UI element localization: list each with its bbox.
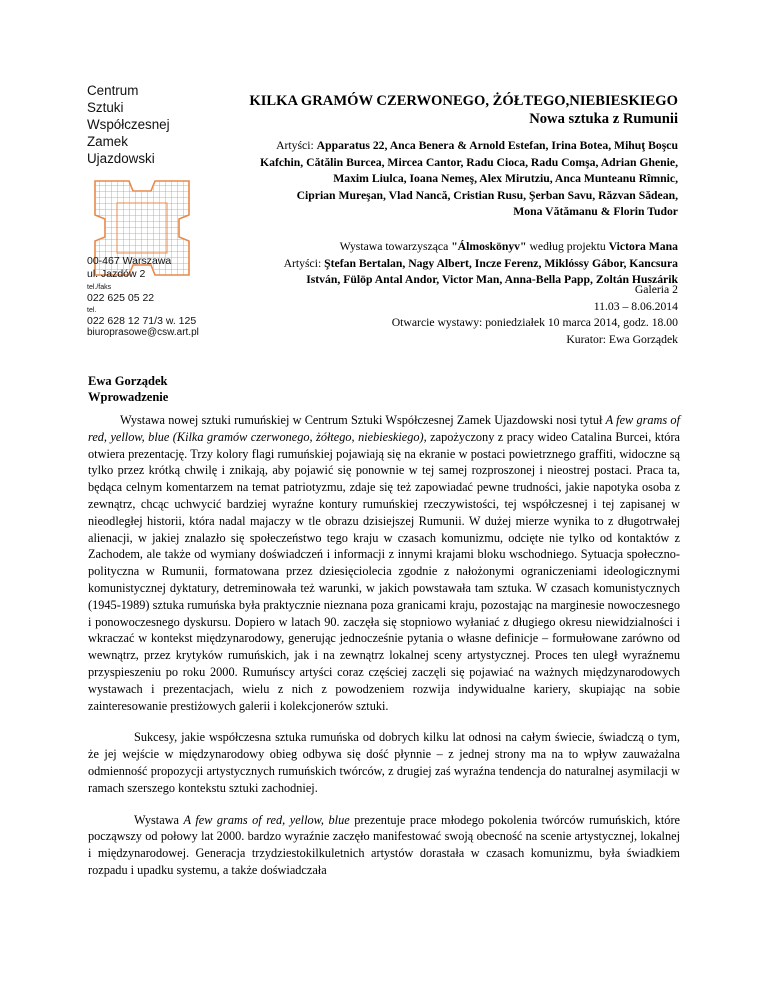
- paragraph: [88, 812, 680, 879]
- article-body: [88, 412, 680, 894]
- tel-number: 022 628 12 71/3 w. 125: [87, 314, 197, 327]
- paragraph: [88, 412, 680, 714]
- companion-middle: według projektu: [526, 240, 609, 253]
- companion-curator: Victora Mana: [608, 240, 678, 253]
- artists-line: Kafchin, Cătălin Burcea, Mircea Cantor, Radu Cioca, Radu Comşa, Adrian Ghenie,: [260, 155, 678, 169]
- p1-title-italic: A few grams of red, yellow, blue (Kilka gramów czerwonego, żółtego, niebieskiego),: [88, 413, 680, 444]
- tel-label: tel.: [87, 306, 97, 314]
- press-email: biuroprasowe@csw.art.pl: [87, 327, 199, 338]
- companion-artists-line: Ştefan Bertalan, Nagy Albert, Incze Ferenz, Miklóssy Gábor, Kancsura: [324, 256, 678, 270]
- artists-line: Mona Vătămanu & Florin Tudor: [513, 205, 678, 219]
- telfax-label: tel./faks: [87, 284, 112, 291]
- paragraph: Sukcesy, jakie współczesna sztuka rumuńska od dobrych kilku lat odnosi na całym świecie, świadczą o tym, że jej wejście w międzynarodowy obieg odbywa się dość płynnie – z jednej strony ma na to wpływ zauważalna odmienność propozycji artystycznych rumuńskich twórców, z drugiej zaś wyraźna tendencja do naturalnej asymilacji w ramach szerszego kontekstu sztuki zachodniej.: [88, 730, 680, 795]
- companion-artists-label: Artyści:: [283, 256, 325, 270]
- telfax-number: 022 625 05 22: [87, 292, 155, 304]
- opening-time: Otwarcie wystawy: poniedziałek 10 marca 2014, godz. 18.00: [391, 316, 678, 330]
- companion-artists-line: István, Fülöp Antal Andor, Victor Man, Anna-Bella Papp, Zoltán Huszárik: [306, 273, 678, 287]
- gallery-name: Galeria 2: [634, 283, 678, 296]
- p1-text-b: zapożyczony z pracy wideo Catalina Burcei, która otwiera prezentację. Trzy kolory flagi rumuńskiej pojawiają się na ekranie w postaci powietrznego graffiti, widoczne są tylko przez krótką chwilę i znikają, aby pojawić się ponownie w tej samej rozproszonej i nieostrej postaci. Praca ta, będąca celnym komentarzem na temat patriotyzmu, zdaje się też zapowiadać pewne trudności, jakie napotyka osoba z zewnątrz, chcąc uchwycić bardziej wyraźne kontury rumuńskiej rzeczywistości, tej współczesnej i tej zapisanej w nieodległej historii, która nadal majaczy w tle obrazu dzisiejszej Rumunii. W dużej mierze wynika to z długotrwałej alienacji, w jakiej znalazło się społeczeństwo tego kraju w czasach komunizmu, odcięte nie tylko od kontaktów z Zachodem, ale także od wymiany doświadczeń i informacji z innymi krajami bloku wschodniego. Sytuacja społeczno-polityczna w Rumunii, formatowana przez dziesięciolecia zgodnie z nałożonymi ograniczeniami ideologicznymi komunistycznej dyktatury, detreminowała też warunki, w jakich powstawała tam sztuka. W czasach komunistycznych (1945-1989) sztuka rumuńska była praktycznie nieznana poza granicami kraju, pozostając na marginesie nowoczesnego i ponowoczesnego dyskursu. Dopiero w latach 90. zaczęła się stopniowo wyłaniać z długiego okresu niewidzialności i wkraczać w kontekst międzynarodowy, generując jednocześnie pytania o własne definicje – formułowane zarówno od wewnątrz, przez krytyków rumuńskich, jak i na zewnątrz lokalnej sceny artystycznej. Proces ten uległ wyraźnemu przyspieszeniu po roku 2000. Rumuńscy artyści coraz częściej zaczęli się pojawiać na ważnych międzynarodowych wystawach i prezentacjach, wielu z nich z powodzeniem rozwija indywidualne kariery, skupiając na sobie zainteresowanie prestiżowych galerii i kolekcjonerów sztuki.: [88, 429, 680, 713]
- curator-credit: Kurator: Ewa Gorządek: [566, 332, 678, 346]
- p1-text-a: Wystawa nowej sztuki rumuńskiej w Centrum Sztuki Współczesnej Zamek Ujazdowski nosi tytuł: [120, 413, 606, 427]
- artists-list: [208, 138, 678, 221]
- logo-name-line: Ujazdowski: [87, 151, 155, 166]
- address-street: ul. Jazdów 2: [87, 267, 146, 280]
- artists-line: Ciprian Mureşan, Vlad Nancă, Cristian Rusu, Şerban Savu, Răzvan Sădean,: [296, 188, 678, 202]
- artists-label: Artyści:: [276, 139, 317, 152]
- logo-name-line: Zamek: [87, 134, 128, 149]
- exhibition-header: [208, 92, 678, 221]
- artists-line: Apparatus 22, Anca Benera & Arnold Estefan, Irina Botea, Mihuţ Boşcu: [316, 139, 678, 152]
- p3-title-italic: A few grams of red, yellow, blue: [183, 812, 350, 827]
- artists-line: Maxim Liulca, Ioana Nemeş, Alex Mirutziu, Anca Munteanu Rîmnic,: [333, 172, 678, 186]
- companion-project: "Álmoskönyv": [451, 240, 527, 253]
- exhibition-info: [318, 282, 678, 348]
- logo-name-line: Centrum: [87, 83, 139, 98]
- exhibition-dates: 11.03 – 8.06.2014: [593, 299, 678, 313]
- p3-text-a: Wystawa: [134, 812, 184, 827]
- author-name: Ewa Gorządek: [88, 374, 168, 388]
- logo-name-line: Sztuki: [87, 100, 124, 115]
- section-title: Wprowadzenie: [88, 390, 169, 404]
- exhibition-subtitle: Nowa sztuka z Rumunii: [529, 111, 678, 127]
- p3-text-b: prezentuje prace młodego pokolenia twórców rumuńskich, które począwszy od połowy lat 2000. bardzo wyraźnie zaczęło manifestować swoją obecność na scenie artystycznej, lokalnej i międzynarodowej. Generacja trzydziestokilkuletnich artystów dorastała w czasach komunizmu, była świadkiem rozpadu i upadku systemu, a także doświadczała: [88, 812, 680, 877]
- author-heading: [88, 373, 168, 405]
- address-postcode: 00-467 Warszawa: [87, 255, 172, 267]
- logo-name-line: Współczesnej: [87, 117, 170, 132]
- companion-prefix: Wystawa towarzysząca: [339, 240, 452, 253]
- exhibition-title: KILKA GRAMÓW CZERWONEGO, ŻÓŁTEGO,NIEBIESKIEGO: [249, 93, 678, 109]
